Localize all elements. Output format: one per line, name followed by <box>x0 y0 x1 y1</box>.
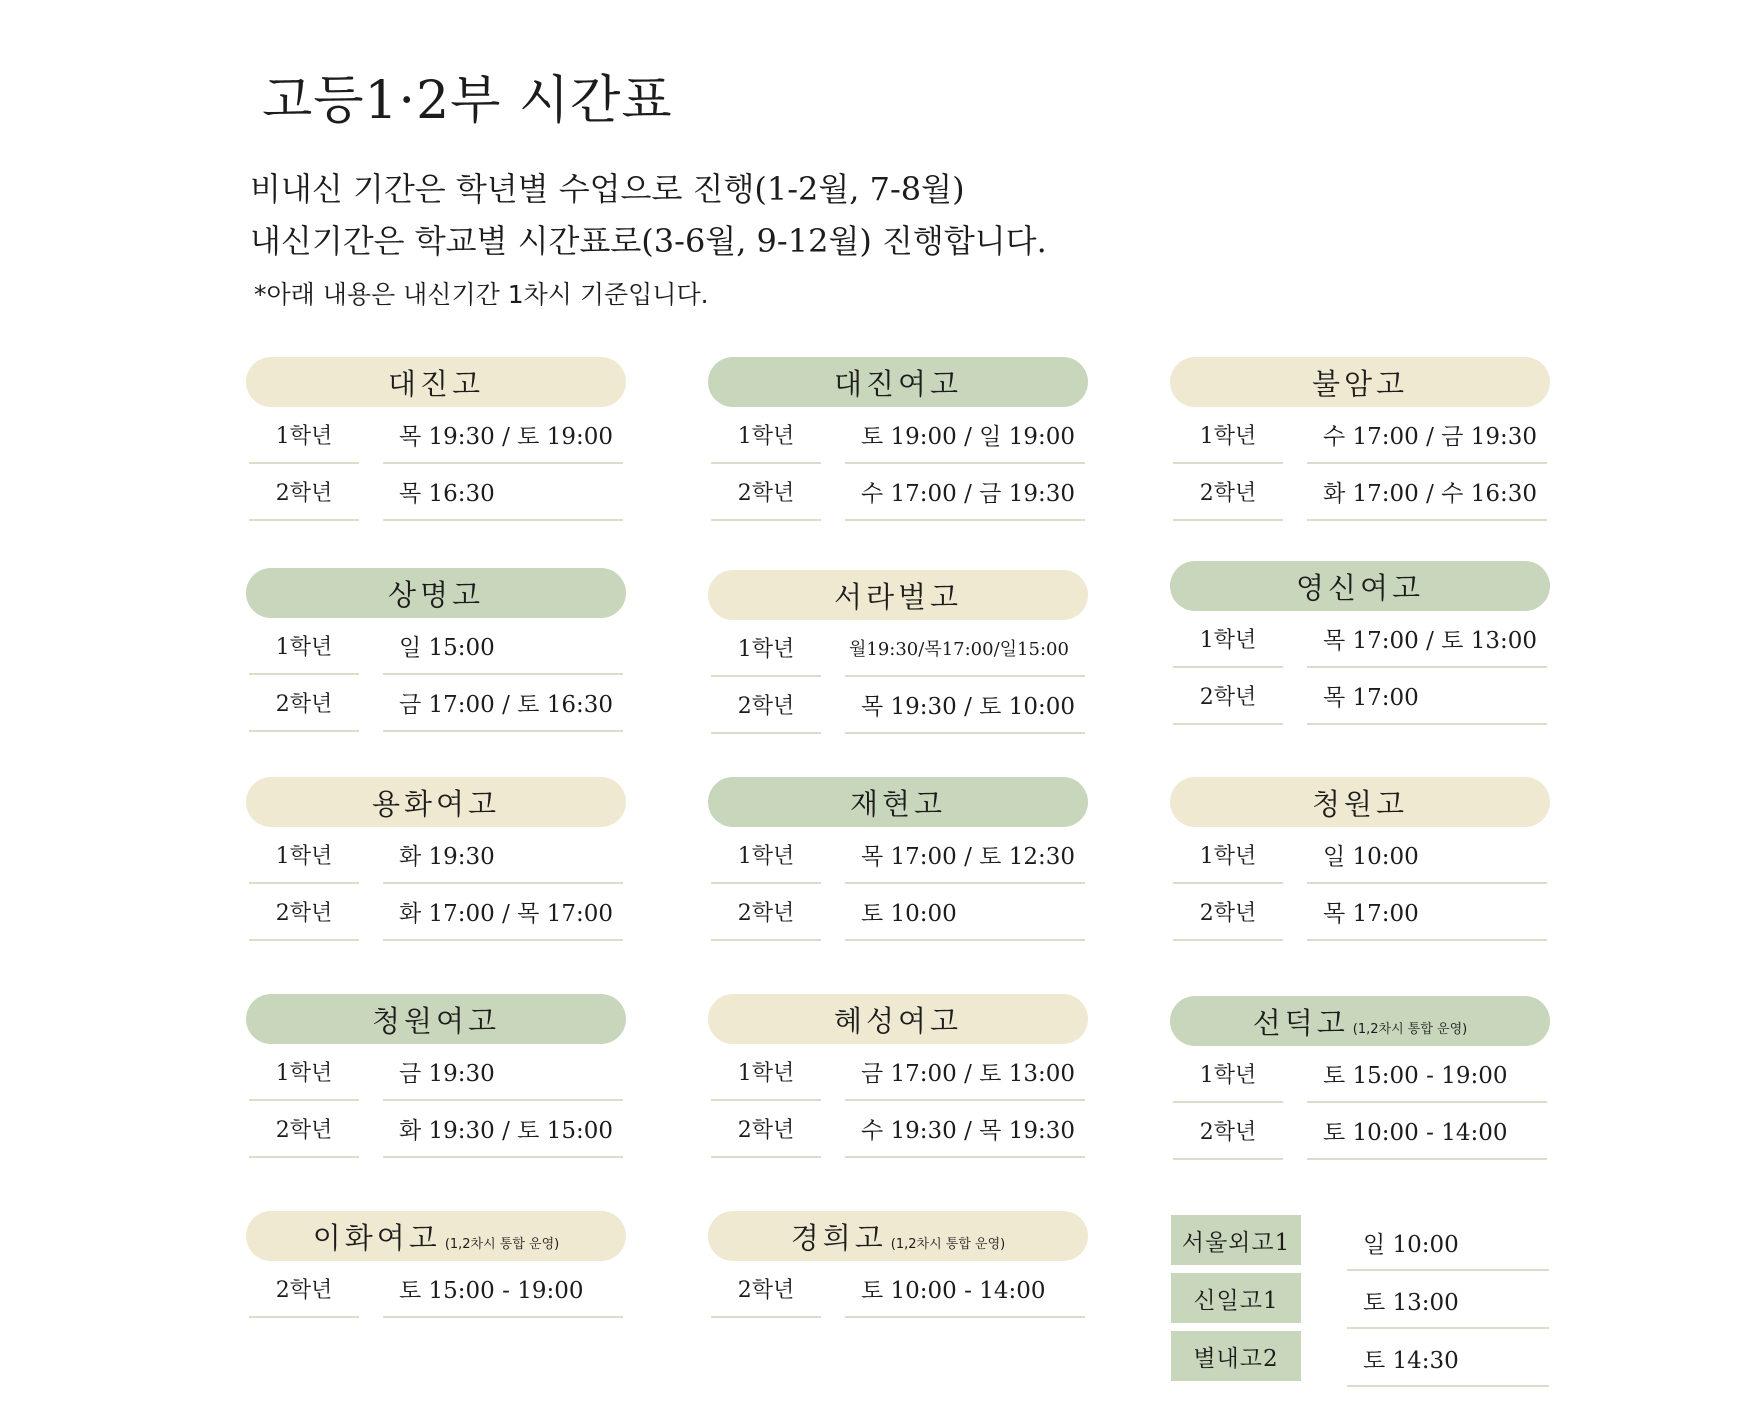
school-name: 용화여고 <box>246 777 626 827</box>
class-time: 목 17:00 / 토 13:00 <box>1307 611 1547 668</box>
school-name: 이화여고 (1,2차시 통합 운영) <box>246 1211 626 1261</box>
class-time: 목 19:30 / 토 10:00 <box>845 677 1085 734</box>
class-time: 토 10:00 - 14:00 <box>1307 1103 1547 1160</box>
schedule-row <box>708 677 1088 734</box>
intro-line-1: 비내신 기간은 학년별 수업으로 진행(1-2월, 7-8월) <box>250 170 965 208</box>
schedule-row <box>708 1261 1088 1318</box>
class-time: 화 17:00 / 수 16:30 <box>1307 464 1547 521</box>
class-time: 토 10:00 <box>845 884 1085 941</box>
class-time: 금 17:00 / 토 13:00 <box>845 1044 1085 1101</box>
grade-label: 1학년 <box>711 827 821 884</box>
school-name: 청원여고 <box>246 994 626 1044</box>
school-name: 영신여고 <box>1170 561 1550 611</box>
schedule-row <box>246 407 626 464</box>
grade-label: 2학년 <box>249 1261 359 1318</box>
school-name-note: (1,2차시 통합 운영) <box>890 1236 1006 1252</box>
school-name: 상명고 <box>246 568 626 618</box>
schedule-row <box>246 675 626 732</box>
class-time: 월19:30/목17:00/일15:00 <box>845 620 1085 677</box>
grade-label: 2학년 <box>711 1261 821 1318</box>
school-card-daejin <box>246 357 626 521</box>
class-time: 목 17:00 <box>1307 884 1547 941</box>
schedule-row <box>708 464 1088 521</box>
class-time: 토 19:00 / 일 19:00 <box>845 407 1085 464</box>
grade-label: 2학년 <box>1173 464 1283 521</box>
school-name-note: (1,2차시 통합 운영) <box>1352 1021 1468 1037</box>
schedule-row <box>1170 884 1550 941</box>
grade-label: 1학년 <box>1173 1046 1283 1103</box>
school-name: 불암고 <box>1170 357 1550 407</box>
mini-schedule-row <box>1171 1215 1549 1273</box>
schedule-row <box>1170 407 1550 464</box>
school-card-cheongwon-girls <box>246 994 626 1158</box>
intro-line-2: 내신기간은 학교별 시간표로(3-6월, 9-12월) 진행합니다. <box>250 222 1047 260</box>
grade-label: 1학년 <box>249 827 359 884</box>
class-time: 목 17:00 <box>1307 668 1547 725</box>
class-time: 수 17:00 / 금 19:30 <box>845 464 1085 521</box>
grade-label: 2학년 <box>711 677 821 734</box>
class-time: 목 19:30 / 토 19:00 <box>383 407 623 464</box>
school-card-seondeok <box>1170 996 1550 1160</box>
grade-label: 2학년 <box>711 1101 821 1158</box>
schedule-row <box>708 407 1088 464</box>
class-time: 토 15:00 - 19:00 <box>1307 1046 1547 1103</box>
class-time: 수 17:00 / 금 19:30 <box>1307 407 1547 464</box>
school-grade-label: 서울외고1 <box>1171 1215 1301 1265</box>
grade-label: 2학년 <box>249 884 359 941</box>
school-name-note: (1,2차시 통합 운영) <box>444 1236 560 1252</box>
grade-label: 1학년 <box>1173 827 1283 884</box>
school-card-jaehyeon <box>708 777 1088 941</box>
school-name: 서라벌고 <box>708 570 1088 620</box>
schedule-row <box>246 618 626 675</box>
class-time: 일 15:00 <box>383 618 623 675</box>
grade-label: 2학년 <box>249 675 359 732</box>
class-time: 금 19:30 <box>383 1044 623 1101</box>
grade-label: 1학년 <box>711 407 821 464</box>
class-time: 일 10:00 <box>1307 827 1547 884</box>
school-card-hyeseong-girls <box>708 994 1088 1158</box>
school-card-yonghwa-girls <box>246 777 626 941</box>
schedule-row <box>246 1101 626 1158</box>
grade-label: 2학년 <box>1173 668 1283 725</box>
schedule-row <box>1170 1103 1550 1160</box>
class-time: 토 10:00 - 14:00 <box>845 1261 1085 1318</box>
grade-label: 2학년 <box>249 1101 359 1158</box>
page-title: 고등1·2부 시간표 <box>262 71 673 131</box>
class-time: 화 19:30 <box>383 827 623 884</box>
school-name: 혜성여고 <box>708 994 1088 1044</box>
schedule-row <box>1170 827 1550 884</box>
grade-label: 1학년 <box>1173 611 1283 668</box>
class-time: 화 19:30 / 토 15:00 <box>383 1101 623 1158</box>
grade-label: 1학년 <box>249 407 359 464</box>
schedule-row <box>708 884 1088 941</box>
mini-schedule-list <box>1171 1215 1549 1389</box>
school-card-yeongsin-girls <box>1170 561 1550 725</box>
schedule-row <box>708 827 1088 884</box>
schedule-row <box>246 464 626 521</box>
school-card-ewha-girls <box>246 1211 626 1318</box>
mini-schedule-row <box>1171 1331 1549 1389</box>
class-time: 토 13:00 <box>1347 1273 1549 1329</box>
school-card-seorabeol <box>708 570 1088 734</box>
schedule-row <box>246 1044 626 1101</box>
school-grade-label: 신일고1 <box>1171 1273 1301 1323</box>
grade-label: 2학년 <box>249 464 359 521</box>
school-name: 대진고 <box>246 357 626 407</box>
schedule-row <box>1170 464 1550 521</box>
class-time: 토 15:00 - 19:00 <box>383 1261 623 1318</box>
school-card-buram <box>1170 357 1550 521</box>
school-name: 재현고 <box>708 777 1088 827</box>
school-card-kyunghee <box>708 1211 1088 1318</box>
grade-label: 1학년 <box>711 1044 821 1101</box>
school-card-daejin-girls <box>708 357 1088 521</box>
school-name: 대진여고 <box>708 357 1088 407</box>
class-time: 목 16:30 <box>383 464 623 521</box>
school-card-sangmyeong <box>246 568 626 732</box>
schedule-row <box>708 1101 1088 1158</box>
schedule-row <box>246 827 626 884</box>
class-time: 일 10:00 <box>1347 1215 1549 1271</box>
schedule-row <box>1170 1046 1550 1103</box>
schedule-row <box>708 1044 1088 1101</box>
grade-label: 2학년 <box>711 884 821 941</box>
class-time: 수 19:30 / 목 19:30 <box>845 1101 1085 1158</box>
grade-label: 2학년 <box>1173 1103 1283 1160</box>
schedule-row <box>1170 611 1550 668</box>
class-time: 금 17:00 / 토 16:30 <box>383 675 623 732</box>
schedule-row <box>1170 668 1550 725</box>
grade-label: 2학년 <box>1173 884 1283 941</box>
class-time: 토 14:30 <box>1347 1331 1549 1387</box>
schedule-row <box>246 1261 626 1318</box>
grade-label: 1학년 <box>711 620 821 677</box>
class-time: 목 17:00 / 토 12:30 <box>845 827 1085 884</box>
schedule-row <box>708 620 1088 677</box>
intro-note: *아래 내용은 내신기간 1차시 기준입니다. <box>254 280 709 309</box>
grade-label: 1학년 <box>1173 407 1283 464</box>
grade-label: 1학년 <box>249 618 359 675</box>
school-name: 경희고 (1,2차시 통합 운영) <box>708 1211 1088 1261</box>
school-card-cheongwon <box>1170 777 1550 941</box>
schedule-row <box>246 884 626 941</box>
grade-label: 2학년 <box>711 464 821 521</box>
school-name: 선덕고 (1,2차시 통합 운영) <box>1170 996 1550 1046</box>
school-grade-label: 별내고2 <box>1171 1331 1301 1381</box>
grade-label: 1학년 <box>249 1044 359 1101</box>
class-time: 화 17:00 / 목 17:00 <box>383 884 623 941</box>
school-name: 청원고 <box>1170 777 1550 827</box>
mini-schedule-row <box>1171 1273 1549 1331</box>
